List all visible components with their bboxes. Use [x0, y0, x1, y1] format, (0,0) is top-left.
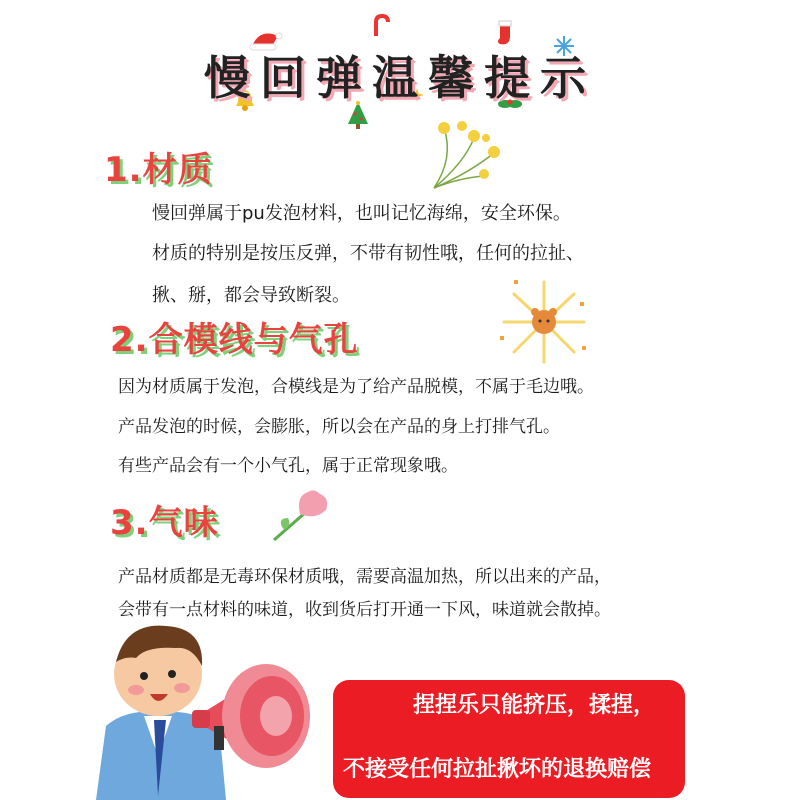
- mold-line-1: 因为材质属于发泡，合模线是为了给产品脱模，不属于毛边哦。: [118, 377, 594, 397]
- tulip-icon: [270, 488, 332, 542]
- page-title: 慢回弹温馨提示: [204, 51, 596, 105]
- candy-cane-icon: [372, 14, 392, 38]
- notice-line-2: 不接受任何拉扯揪坏的退换赔偿: [343, 757, 652, 782]
- mold-line-3: 有些产品会有一个小气孔，属于正常现象哦。: [118, 456, 458, 476]
- cartoon-man-megaphone-illustration: [96, 616, 336, 800]
- section-heading-odor: 3.气味: [110, 503, 219, 543]
- material-line-1: 慢回弹属于pu发泡材料，也叫记忆海绵，安全环保。: [152, 203, 571, 224]
- yellow-flowers-icon: [424, 118, 504, 190]
- section-heading-mold-lines: 2.合模线与气孔: [110, 320, 359, 360]
- odor-line-2: 会带有一点材料的味道，收到货后打开通一下风，味道就会散掉。: [118, 600, 611, 620]
- section-heading-material: 1.材质: [104, 150, 213, 190]
- material-line-3: 揪、掰，都会导致断裂。: [152, 285, 350, 306]
- notice-box: [333, 680, 685, 798]
- material-line-2: 材质的特别是按压反弹，不带有韧性哦，任何的拉扯、: [152, 243, 584, 264]
- mold-line-2: 产品发泡的时候，会膨胀，所以会在产品的身上打排气孔。: [118, 417, 560, 437]
- sun-bear-icon: [494, 276, 594, 368]
- notice-line-1: 捏捏乐只能挤压，揉捏，: [413, 693, 656, 718]
- odor-line-1: 产品材质都是无毒环保材质哦，需要高温加热，所以出来的产品，: [118, 567, 611, 587]
